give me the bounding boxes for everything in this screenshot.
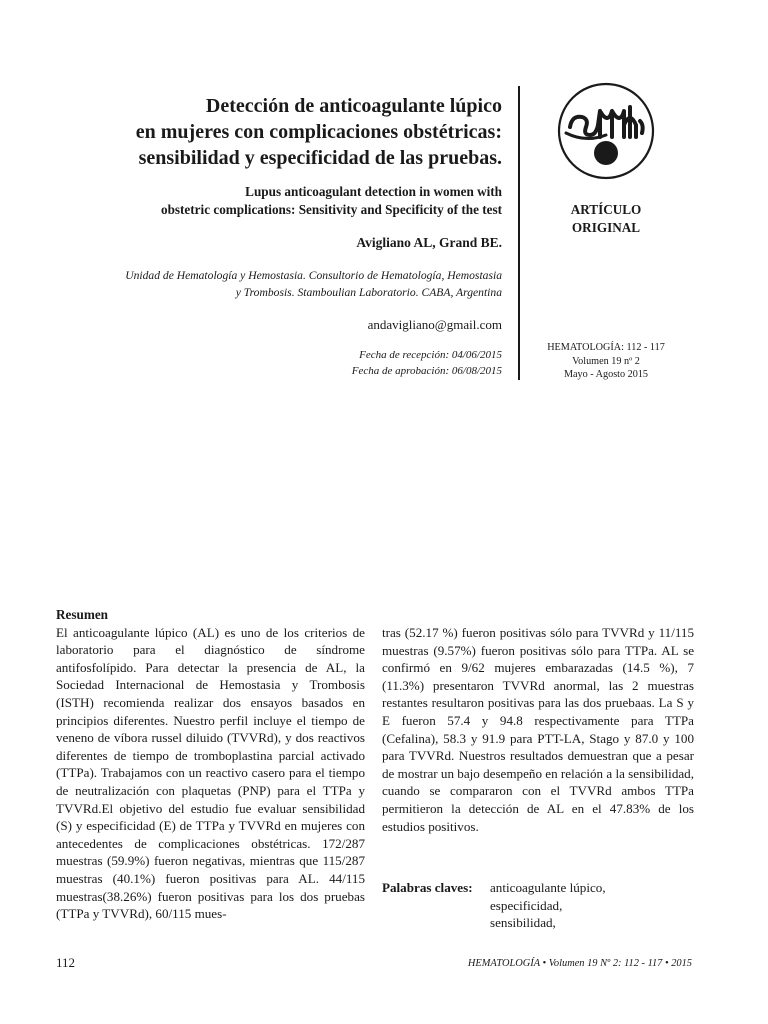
sah-logo-icon [556, 81, 656, 181]
keyword-item: anticoagulante lúpico, [490, 880, 606, 895]
title-es-line: Detección de anticoagulante lúpico [205, 95, 502, 117]
abstract-text-continued: tras (52.17 %) fueron positivas sólo para TVVRd y 11/115 muestras (9.57%) fueron positivas sólo para TTPa. AL se confirmó en 9/62 mujeres embarazadas (14.5 %), 7 (11.3%) presentaron TVVRd anormal, las 2 muestras restantes resultaron positivas para las dos pruebaas. La S y E fueron 57.4 y 94.8 respectivamente para TTPa (Cefalina), 58.3 y 91.9 para PTT-LA, Stago y 87.0 y 100 para TVVRd. Nuestros resultados demuestran que a pesar de mostrar un bajo desempeño en relación a la sensibilidad, cuando se compararon con el TVVRd ambos TTPa permitieron la detección de AL en el 47.83% de los estudios positivos. [382, 625, 694, 834]
affiliation-line: y Trombosis. Stamboulian Laboratorio. CABA, Argentina [235, 286, 502, 299]
affiliation-line: Unidad de Hematología y Hemostasia. Consultorio de Hematología, Hemostasia [125, 269, 502, 282]
submission-dates [200, 347, 502, 379]
abstract-heading: Resumen [56, 607, 109, 622]
article-type-line: ORIGINAL [571, 220, 641, 235]
title-en-line: Lupus anticoagulant detection in women with [245, 184, 502, 199]
received-date: Fecha de recepción: 04/06/2015 [359, 349, 502, 361]
keywords-label: Palabras claves: [382, 880, 473, 895]
affiliation [40, 267, 502, 301]
journal-info [530, 341, 682, 382]
page-number: 112 [56, 955, 76, 970]
article-type [530, 201, 682, 237]
title-es-line: sensibilidad y especificidad de las pruebas. [138, 147, 502, 169]
journal-volume: Volumen 19 nº 2 [572, 355, 640, 367]
keywords-list [490, 879, 700, 932]
authors: Avigliano AL, Grand BE. [356, 235, 502, 250]
abstract-text: El anticoagulante lúpico (AL) es uno de los criterios de laboratorio para el diagnóstico de síndrome antifosfolípido. Para detectar la presencia de AL, la Sociedad Internacional de Hemostasia y Trombosis (ISTH) recomienda realizar dos ensayos basados en principios diferentes. Nuestro perfil incluye el tiempo de veneno de víbora russel diluido (TVVRd), y dos reactivos diferentes de tiempo de tromboplastina parcial activado (TTPa). Trabajamos con un reactivo casero para el tiempo de neutralización con plaquetas (PNP) para el TTPa y TVVRd.El objetivo del estudio fue evaluar sensibilidad (S) y especificidad (E) de TTPa y TVVRd en mujeres con antecedentes de complicaciones obstétricas. 172/287 muestras (59.9%) fueron negativas, mientras que 115/287 muestras (40.1%) fueron positivas para AL. 44/115 muestras(38.26%) fueron positivas para los dos pruebas (TTPa y TVVRd), 60/115 mues- [56, 624, 365, 922]
journal-pages: HEMATOLOGÍA: 112 - 117 [547, 342, 665, 353]
abstract-column-left [56, 606, 365, 923]
keyword-item: sensibilidad, [490, 915, 556, 931]
running-footer: HEMATOLOGÍA • Volumen 19 Nº 2: 112 - 117 • 2015 [467, 958, 692, 969]
abstract-column-right [382, 624, 694, 835]
title-en-line: obstetric complications: Sensitivity and Specificity of the test [160, 202, 502, 217]
article-title-en [40, 183, 502, 219]
article-type-line: ARTÍCULO [570, 202, 642, 217]
keyword-item: especificidad, [490, 897, 563, 913]
journal-period: Mayo - Agosto 2015 [563, 369, 649, 380]
article-title-es [40, 93, 502, 171]
vertical-divider [518, 86, 520, 380]
approved-date: Fecha de aprobación: 06/08/2015 [351, 365, 502, 377]
title-es-line: en mujeres con complicaciones obstétricas: [135, 121, 502, 143]
author-email: andavigliano@gmail.com [367, 317, 502, 332]
